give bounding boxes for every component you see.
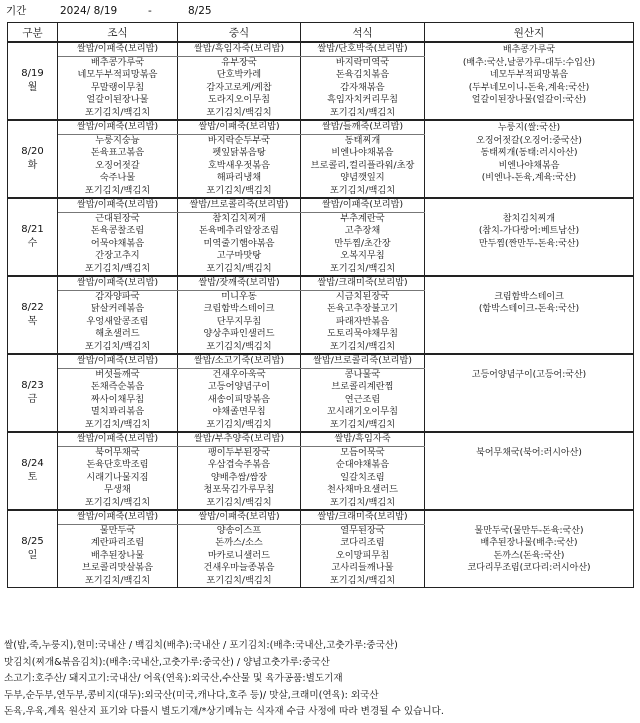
dinner-item: 쌀밥/단호박죽(보리밥) xyxy=(301,42,425,56)
lunch-item: 포기김치/백김치 xyxy=(178,107,301,121)
day-date: 8/21 xyxy=(21,224,44,235)
day-cell xyxy=(8,354,58,432)
breakfast-item: 어묵야채볶음 xyxy=(58,238,178,251)
breakfast-item: 포기김치/백김치 xyxy=(58,107,178,121)
dinner-item: 포기김치/백김치 xyxy=(301,341,425,355)
day-cell xyxy=(8,510,58,588)
lunch-item: 쌀밥/이패죽(보리밥) xyxy=(178,510,301,524)
origin-info xyxy=(425,497,634,511)
origin-info: 코다리무조림(코다리:러시아산) xyxy=(425,562,634,575)
breakfast-item: 돈육표고볶음 xyxy=(58,147,178,160)
menu-row xyxy=(8,575,634,588)
lunch-item: 돈까스/소스 xyxy=(178,537,301,550)
origin-info: 얼갈이된장나물(얼갈이:국산) xyxy=(425,94,634,107)
menu-row xyxy=(8,381,634,394)
breakfast-item: 돈육콩찰조림 xyxy=(58,225,178,238)
lunch-item: 쌀밥/소고기죽(보리밥) xyxy=(178,354,301,368)
menu-row xyxy=(8,120,634,134)
footer-line: 맛김치(찌개&볶음김치):(배추:국내산,고춧가루:중국산) / 양념고춧가루:중국산 xyxy=(4,656,330,668)
origin-info: (함박스테이크-돈육:국산) xyxy=(425,303,634,316)
menu-row xyxy=(8,290,634,303)
dinner-item: 동태찌개 xyxy=(301,134,425,147)
period-end: 8/25 xyxy=(188,5,212,17)
dinner-item: 오복지무침 xyxy=(301,250,425,263)
dinner-item: 쌀밥/크래미죽(보리밥) xyxy=(301,276,425,290)
breakfast-item: 시래기나물지짐 xyxy=(58,472,178,485)
origin-info xyxy=(425,575,634,588)
origin-info: 돈까스(돈육:국산) xyxy=(425,550,634,563)
origin-info: (배추:국산,날콩가루-대두:수입산) xyxy=(425,56,634,69)
menu-row xyxy=(8,56,634,69)
lunch-item: 미니우동 xyxy=(178,290,301,303)
breakfast-item: 버섯들깨국 xyxy=(58,368,178,381)
breakfast-item: 무말랭이무침 xyxy=(58,82,178,95)
breakfast-item: 포기김치/백김치 xyxy=(58,497,178,511)
dinner-item: 브로콜리,컬리플라워/초장 xyxy=(301,160,425,173)
dinner-item: 천사채마요샐러드 xyxy=(301,484,425,497)
menu-row xyxy=(8,160,634,173)
dinner-item: 쌀밥/브로콜리죽(보리밥) xyxy=(301,354,425,368)
dinner-item: 연근조림 xyxy=(301,394,425,407)
origin-info xyxy=(425,107,634,121)
origin-info: 배추된장나물(배추:국산) xyxy=(425,537,634,550)
day-cell xyxy=(8,276,58,354)
footer-line: 돈육,우육,계육 원산지 표기와 다를시 별도기재/*상기메뉴는 식자재 수급 사정에 따라 변경될 수 있습니다. xyxy=(4,706,444,718)
lunch-item: 포기김치/백김치 xyxy=(178,341,301,355)
menu-row xyxy=(8,147,634,160)
menu-row xyxy=(8,368,634,381)
lunch-item: 고등어양념구이 xyxy=(178,381,301,394)
day-cell xyxy=(8,42,58,120)
breakfast-item: 물만두국 xyxy=(58,524,178,537)
dinner-item: 포기김치/백김치 xyxy=(301,185,425,199)
menu-row xyxy=(8,238,634,251)
dinner-item: 쌀밥/들깨죽(보리밥) xyxy=(301,120,425,134)
day-date: 8/19 xyxy=(21,68,44,79)
origin-notes xyxy=(4,638,636,721)
breakfast-item: 포기김치/백김치 xyxy=(58,263,178,277)
breakfast-item: 근대된장국 xyxy=(58,212,178,225)
menu-row xyxy=(8,107,634,121)
origin-info: 네모두부적피망볶음 xyxy=(425,69,634,82)
lunch-item: 쌀밥/브로콜리죽(보리밥) xyxy=(178,198,301,212)
origin-info xyxy=(425,459,634,472)
menu-row xyxy=(8,459,634,472)
origin-info: 물만두국(물만두-돈육:국산) xyxy=(425,524,634,537)
menu-row xyxy=(8,537,634,550)
lunch-item: 팽이두부된장국 xyxy=(178,446,301,459)
menu-row xyxy=(8,524,634,537)
breakfast-item: 오징어젓갈 xyxy=(58,160,178,173)
lunch-item: 쌀밥/이패죽(보리밥) xyxy=(178,120,301,134)
breakfast-item: 쌀밥/이패죽(보리밥) xyxy=(58,354,178,368)
day-weekday: 토 xyxy=(27,472,38,483)
origin-info: 비엔나야채볶음 xyxy=(425,160,634,173)
origin-info: 누룽지(쌀:국산) xyxy=(425,120,634,134)
origin-info xyxy=(425,510,634,524)
origin-info: 북어무채국(북어:러시아산) xyxy=(425,446,634,459)
breakfast-item: 우엉새알콩조림 xyxy=(58,316,178,329)
origin-info xyxy=(425,406,634,419)
breakfast-item: 쌀밥/이패죽(보리밥) xyxy=(58,42,178,56)
menu-row xyxy=(8,432,634,446)
lunch-item: 돈육메추리알장조림 xyxy=(178,225,301,238)
origin-info: 동태찌개(동태:러시아산) xyxy=(425,147,634,160)
lunch-item: 쌀밥/잣깨죽(보리밥) xyxy=(178,276,301,290)
dinner-item: 포기김치/백김치 xyxy=(301,263,425,277)
menu-row xyxy=(8,185,634,199)
breakfast-item: 계란파리조림 xyxy=(58,537,178,550)
breakfast-item: 포기김치/백김치 xyxy=(58,419,178,433)
lunch-item: 참치김치찌개 xyxy=(178,212,301,225)
origin-info xyxy=(425,316,634,329)
origin-info xyxy=(425,276,634,290)
breakfast-item: 배추콩가루국 xyxy=(58,56,178,69)
header-breakfast: 조식 xyxy=(58,23,178,43)
lunch-item: 포기김치/백김치 xyxy=(178,497,301,511)
dinner-item: 일갈치조림 xyxy=(301,472,425,485)
menu-row xyxy=(8,250,634,263)
breakfast-item: 감자양파국 xyxy=(58,290,178,303)
header-category: 구분 xyxy=(8,23,58,43)
origin-info xyxy=(425,472,634,485)
menu-row xyxy=(8,562,634,575)
dinner-item: 양념깻잎지 xyxy=(301,172,425,185)
origin-info: (비엔나-돈육,계육:국산) xyxy=(425,172,634,185)
lunch-item: 쌀밥/부추양죽(보리밥) xyxy=(178,432,301,446)
breakfast-item: 돈육단호박조림 xyxy=(58,459,178,472)
menu-row xyxy=(8,484,634,497)
lunch-item: 바지락순두부국 xyxy=(178,134,301,147)
breakfast-item: 포기김치/백김치 xyxy=(58,341,178,355)
lunch-item: 감자고로케/케찹 xyxy=(178,82,301,95)
lunch-item: 양상추파인샐러드 xyxy=(178,328,301,341)
breakfast-item: 돈채즉순볶음 xyxy=(58,381,178,394)
dinner-item: 모듬어묵국 xyxy=(301,446,425,459)
origin-info xyxy=(425,263,634,277)
lunch-item: 새송이피망볶음 xyxy=(178,394,301,407)
breakfast-item: 무생채 xyxy=(58,484,178,497)
origin-info xyxy=(425,341,634,355)
menu-row xyxy=(8,394,634,407)
breakfast-item: 쌀밥/이패죽(보리밥) xyxy=(58,510,178,524)
breakfast-item: 포기김치/백김치 xyxy=(58,185,178,199)
lunch-item: 단무지무침 xyxy=(178,316,301,329)
dinner-item: 오이망피무침 xyxy=(301,550,425,563)
origin-info xyxy=(425,432,634,446)
origin-info xyxy=(425,394,634,407)
lunch-item: 호박새우젓볶음 xyxy=(178,160,301,173)
day-date: 8/22 xyxy=(21,302,44,313)
breakfast-item: 해초샐러드 xyxy=(58,328,178,341)
dinner-item: 부추계란국 xyxy=(301,212,425,225)
dinner-item: 바지락미역국 xyxy=(301,56,425,69)
origin-info xyxy=(425,185,634,199)
menu-row xyxy=(8,354,634,368)
dinner-item: 포기김치/백김치 xyxy=(301,575,425,588)
breakfast-item: 닭살커레볶음 xyxy=(58,303,178,316)
breakfast-item: 북어무채국 xyxy=(58,446,178,459)
dinner-item: 쌀밥/흑임자죽 xyxy=(301,432,425,446)
breakfast-item: 숙주나물 xyxy=(58,172,178,185)
origin-info: 참치김치찌개 xyxy=(425,212,634,225)
origin-info xyxy=(425,419,634,433)
day-date: 8/20 xyxy=(21,146,44,157)
menu-row xyxy=(8,497,634,511)
origin-info: 만두찜(짠만두-돈육:국산) xyxy=(425,238,634,251)
origin-info xyxy=(425,381,634,394)
dinner-item: 브로콜리계란찜 xyxy=(301,381,425,394)
menu-row xyxy=(8,42,634,56)
breakfast-item: 쌀밥/이패죽(보리밥) xyxy=(58,432,178,446)
menu-row xyxy=(8,328,634,341)
dinner-item: 흑임자치커리무침 xyxy=(301,94,425,107)
breakfast-item: 멸치꽈리볶음 xyxy=(58,406,178,419)
dinner-item: 포기김치/백김치 xyxy=(301,419,425,433)
origin-info: 크림함박스테이크 xyxy=(425,290,634,303)
breakfast-item: 간장고추지 xyxy=(58,250,178,263)
lunch-item: 쌀밥/흑임자죽(보리밥) xyxy=(178,42,301,56)
dinner-item: 콩나물국 xyxy=(301,368,425,381)
day-weekday: 월 xyxy=(27,82,38,93)
dinner-item: 돈육고추장불고기 xyxy=(301,303,425,316)
menu-row xyxy=(8,510,634,524)
menu-row xyxy=(8,406,634,419)
footer-line: 쌀(밥,죽,누룽지),현미:국내산 / 백김치(배추):국내산 / 포기김치:(배추:국내산,고춧가루:중국산) xyxy=(4,640,398,651)
dinner-item: 코다리조림 xyxy=(301,537,425,550)
menu-row xyxy=(8,303,634,316)
lunch-item: 포기김치/백김치 xyxy=(178,419,301,433)
period-dash: - xyxy=(148,5,152,17)
lunch-item: 건새우마늘종볶음 xyxy=(178,562,301,575)
menu-row xyxy=(8,172,634,185)
lunch-item: 건새우아욱국 xyxy=(178,368,301,381)
lunch-item: 단호박카레 xyxy=(178,69,301,82)
dinner-item: 돈육김치볶음 xyxy=(301,69,425,82)
header-lunch: 중식 xyxy=(178,23,301,43)
dinner-item: 순대야채볶음 xyxy=(301,459,425,472)
origin-info: (두부네모이니-돈육,계육:국산) xyxy=(425,82,634,95)
dinner-item: 포기김치/백김치 xyxy=(301,107,425,121)
header-origin: 원산지 xyxy=(425,23,634,43)
period-label: 기간 xyxy=(6,5,27,17)
origin-info xyxy=(425,484,634,497)
menu-row xyxy=(8,550,634,563)
dinner-item: 포기김치/백김치 xyxy=(301,497,425,511)
breakfast-item: 포기김치/백김치 xyxy=(58,575,178,588)
dinner-item: 만두찜/초간장 xyxy=(301,238,425,251)
header-row xyxy=(8,23,634,43)
dinner-item: 비엔나야채볶음 xyxy=(301,147,425,160)
menu-row xyxy=(8,82,634,95)
lunch-item: 해파리냉채 xyxy=(178,172,301,185)
origin-info xyxy=(425,198,634,212)
menu-row xyxy=(8,212,634,225)
day-cell xyxy=(8,432,58,510)
day-date: 8/23 xyxy=(21,380,44,391)
footer-line: 두부,순두부,연두부,콩비지(대두):외국산(미국,캐나다,호주 등)/ 맛살,크래미(연육): 외국산 xyxy=(4,689,379,701)
breakfast-item: 얼갈이된장나물 xyxy=(58,94,178,107)
period-start: 2024/ 8/19 xyxy=(60,5,118,17)
day-weekday: 일 xyxy=(27,550,38,561)
dinner-item: 고추장채 xyxy=(301,225,425,238)
breakfast-item: 배추된장나물 xyxy=(58,550,178,563)
menu-row xyxy=(8,263,634,277)
breakfast-item: 브로콜리맛살볶음 xyxy=(58,562,178,575)
dinner-item: 고사리들깨나물 xyxy=(301,562,425,575)
breakfast-item: 쌀밥/이패죽(보리밥) xyxy=(58,276,178,290)
menu-row xyxy=(8,134,634,147)
day-date: 8/25 xyxy=(21,536,44,547)
header-dinner: 석식 xyxy=(301,23,425,43)
day-weekday: 금 xyxy=(27,394,38,405)
weekly-menu-table xyxy=(7,22,634,588)
menu-row xyxy=(8,276,634,290)
day-cell xyxy=(8,198,58,276)
lunch-item: 펫잎닭볶음탕 xyxy=(178,147,301,160)
dinner-item: 시금치된장국 xyxy=(301,290,425,303)
lunch-item: 유부장국 xyxy=(178,56,301,69)
lunch-item: 크림함박스테이크 xyxy=(178,303,301,316)
lunch-item: 미역줄기햄야볶음 xyxy=(178,238,301,251)
breakfast-item: 쌀밥/이패죽(보리밥) xyxy=(58,120,178,134)
menu-row xyxy=(8,472,634,485)
dinner-item: 쌀밥/크래미죽(보리밥) xyxy=(301,510,425,524)
menu-period xyxy=(6,2,634,20)
origin-info xyxy=(425,354,634,368)
lunch-item: 마카로니샐러드 xyxy=(178,550,301,563)
day-date: 8/24 xyxy=(21,458,44,469)
lunch-item: 고구마맛탕 xyxy=(178,250,301,263)
origin-info: (참치-가다랑어:베트남산) xyxy=(425,225,634,238)
origin-info: 고등어양념구이(고등어:국산) xyxy=(425,368,634,381)
lunch-item: 청포묵김가루무침 xyxy=(178,484,301,497)
breakfast-item: 누룽지숭늉 xyxy=(58,134,178,147)
lunch-item: 양배추쌈/쌈장 xyxy=(178,472,301,485)
lunch-item: 포기김치/백김치 xyxy=(178,185,301,199)
lunch-item: 포기김치/백김치 xyxy=(178,575,301,588)
lunch-item: 양송이스프 xyxy=(178,524,301,537)
breakfast-item: 쌀밥/이패죽(보리밥) xyxy=(58,198,178,212)
lunch-item: 우삼겹숙주볶음 xyxy=(178,459,301,472)
dinner-item: 도토리묵야채무침 xyxy=(301,328,425,341)
day-weekday: 화 xyxy=(27,160,38,171)
dinner-item: 열무된장국 xyxy=(301,524,425,537)
menu-row xyxy=(8,69,634,82)
dinner-item: 꼬시래기오이무침 xyxy=(301,406,425,419)
breakfast-item: 네모두부적피망볶음 xyxy=(58,69,178,82)
day-weekday: 목 xyxy=(27,316,38,327)
dinner-item: 파래자반볶음 xyxy=(301,316,425,329)
origin-info xyxy=(425,328,634,341)
lunch-item: 포기김치/백김치 xyxy=(178,263,301,277)
lunch-item: 도라지오이무침 xyxy=(178,94,301,107)
menu-row xyxy=(8,225,634,238)
origin-info xyxy=(425,250,634,263)
menu-row xyxy=(8,198,634,212)
menu-row xyxy=(8,419,634,433)
footer-line: 소고기:호주산/ 돼지고기:국내산/ 어육(연육):외국산,수산물 및 육가공품:별도기재 xyxy=(4,673,343,685)
menu-row xyxy=(8,446,634,459)
menu-row xyxy=(8,341,634,355)
dinner-item: 감자채볶음 xyxy=(301,82,425,95)
breakfast-item: 짜사이채무침 xyxy=(58,394,178,407)
origin-info: 배추콩가루국 xyxy=(425,42,634,56)
day-weekday: 수 xyxy=(27,238,38,249)
lunch-item: 야채졸면무침 xyxy=(178,406,301,419)
menu-row xyxy=(8,94,634,107)
menu-row xyxy=(8,316,634,329)
origin-info: 오징어젓갈(오징어:중국산) xyxy=(425,134,634,147)
day-cell xyxy=(8,120,58,198)
dinner-item: 쌀밥/이패죽(보리밥) xyxy=(301,198,425,212)
menu-body xyxy=(8,42,634,588)
